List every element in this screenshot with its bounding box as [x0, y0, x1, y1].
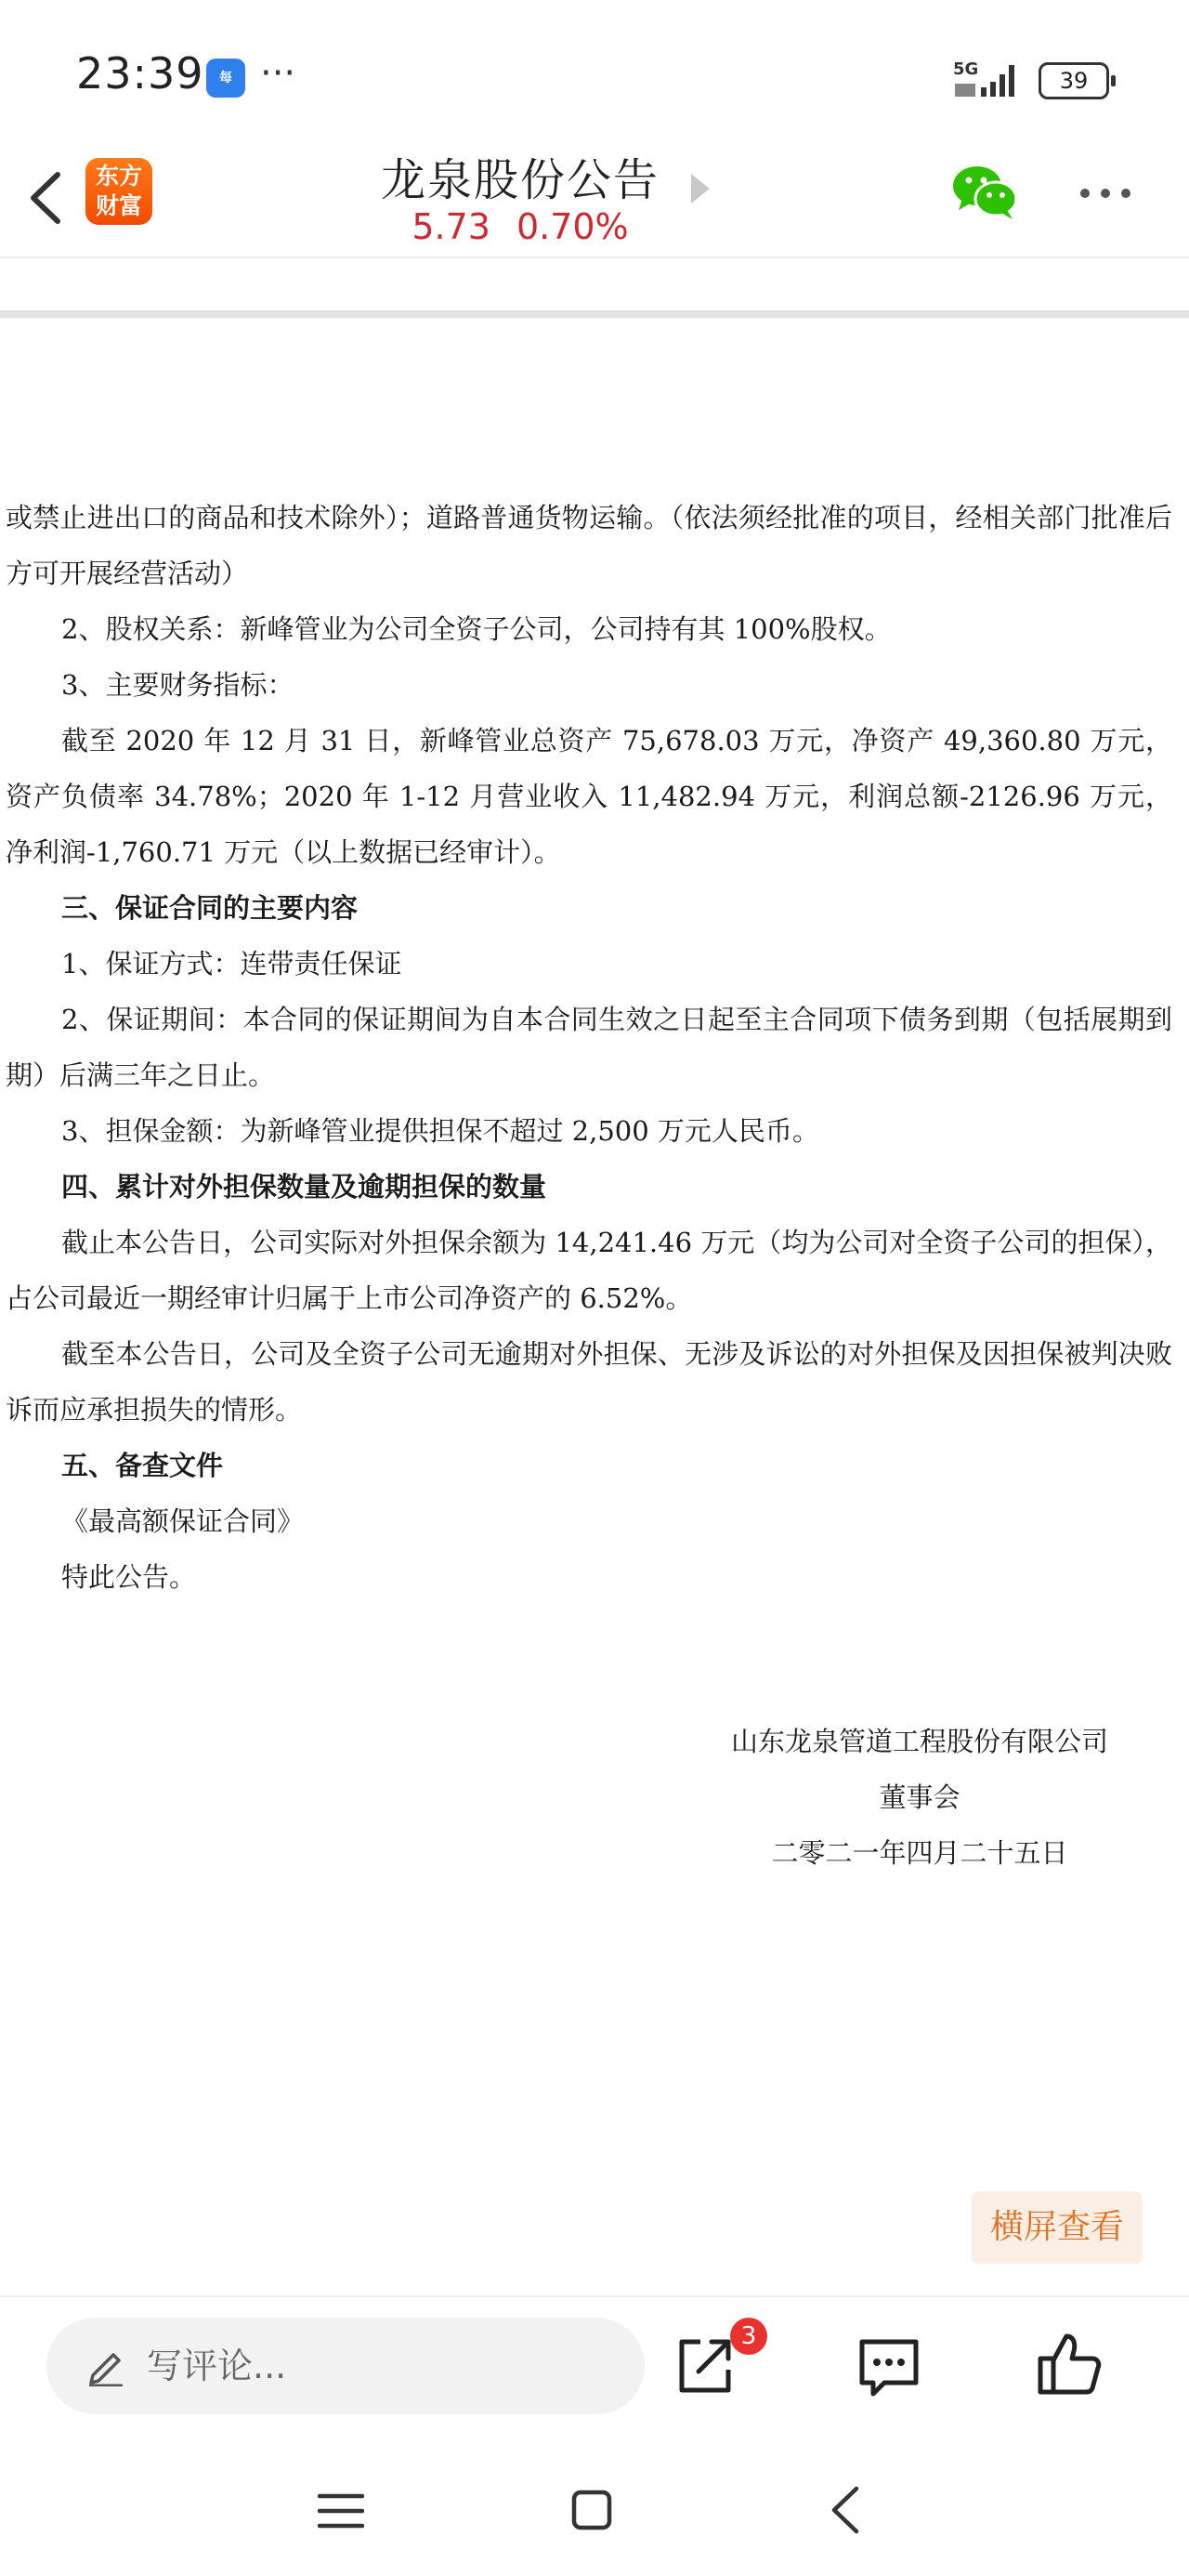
app-logo-line1: 东方: [95, 163, 142, 190]
more-icon[interactable]: [1078, 186, 1133, 201]
section-heading: 五、备查文件: [61, 1450, 224, 1481]
back-icon[interactable]: [19, 156, 74, 240]
paragraph: 或禁止进出口的商品和技术除外）；道路普通货物运输。（依法须经批准的项目，经相关部门批准后方可开展经营活动）: [6, 502, 1172, 589]
battery-level: 39: [1059, 68, 1089, 94]
notification-app-icon: 每: [206, 59, 245, 98]
signature-date: 二零二一年四月二十五日: [771, 1837, 1068, 1869]
paragraph: 特此公告。: [61, 1561, 197, 1593]
comments-icon[interactable]: [856, 2334, 921, 2399]
paragraph: 截至 2020 年 12 月 31 日，新峰管业总资产 75,678.03 万元，净资产 49,360.80 万元，资产负债率 34.78%；2020 年 1-12 月营业收入 11,482.94 万元，利润总额-2126.96 万元，净利润-1,760.71 万元（以上数据已经审计）。: [6, 725, 1172, 868]
signature-block: [650, 1714, 1189, 1881]
section-heading: 三、保证合同的主要内容: [61, 892, 359, 924]
status-bar: [0, 0, 1189, 149]
pencil-icon: [85, 2344, 128, 2386]
signal-icon: [953, 58, 1020, 99]
more-notifications-icon: ···: [260, 52, 296, 95]
signature-board: 董事会: [879, 1781, 960, 1813]
paragraph: 3、主要财务指标：: [61, 669, 294, 701]
paragraph: 3、担保金额：为新峰管业提供担保不超过 2,500 万元人民币。: [61, 1115, 819, 1147]
paragraph: 2、保证期间：本合同的保证期间为自本合同生效之日起至主合同项下债务到期（包括展期到期）后满三年之日止。: [6, 1004, 1172, 1091]
comment-placeholder: 写评论...: [147, 2346, 287, 2386]
stock-quote[interactable]: [279, 206, 762, 247]
quote-arrow-icon[interactable]: [691, 174, 710, 204]
system-navigation-bar: [0, 2463, 1189, 2556]
app-logo[interactable]: [85, 158, 152, 225]
status-time: 23:39: [76, 48, 204, 99]
paragraph: 1、保证方式：连带责任保证: [61, 948, 402, 979]
wechat-icon[interactable]: [951, 162, 1018, 221]
stock-price: 5.73: [412, 206, 490, 247]
battery-indicator: [1039, 62, 1109, 99]
announcement-body: [0, 490, 1172, 1605]
share-count-badge: 3: [730, 2318, 767, 2355]
header: [0, 149, 1189, 256]
section-heading: 四、累计对外担保数量及逾期担保的数量: [61, 1171, 547, 1203]
section-divider: [0, 310, 1189, 318]
paragraph: 截至本公告日，公司及全资子公司无逾期对外担保、无涉及诉讼的对外担保及因担保被判决败诉而应承担损失的情形。: [6, 1338, 1172, 1426]
app-logo-line2: 财富: [95, 192, 142, 219]
paragraph: 2、股权关系：新峰管业为公司全资子公司，公司持有其 100%股权。: [61, 613, 892, 645]
header-divider: [0, 256, 1189, 258]
page-title[interactable]: 龙泉股份公告: [380, 154, 660, 206]
home-icon[interactable]: [570, 2489, 613, 2531]
network-type-label: 5G: [953, 59, 979, 79]
share-icon[interactable]: [673, 2333, 738, 2398]
back-icon[interactable]: [827, 2485, 864, 2535]
paragraph: 《最高额保证合同》: [61, 1505, 305, 1537]
bottom-bar-divider: [0, 2295, 1189, 2297]
stock-change-pct: 0.70%: [516, 206, 629, 247]
paragraph: 截止本公告日，公司实际对外担保余额为 14,241.46 万元（均为公司对全资子公司的担保），占公司最近一期经审计归属于上市公司净资产的 6.52%。: [6, 1227, 1172, 1314]
menu-icon[interactable]: [318, 2491, 364, 2531]
landscape-view-button[interactable]: 横屏查看: [972, 2191, 1143, 2264]
like-icon[interactable]: [1035, 2331, 1104, 2399]
comment-input[interactable]: [46, 2318, 645, 2414]
signature-company: 山东龙泉管道工程股份有限公司: [730, 1726, 1108, 1757]
